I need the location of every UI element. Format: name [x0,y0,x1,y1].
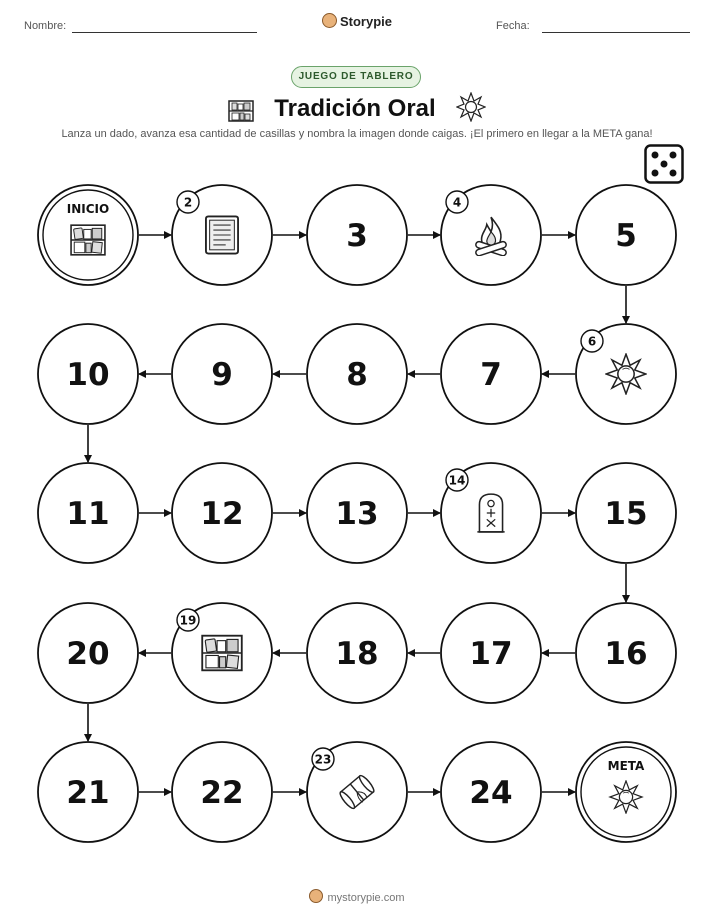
space-number: 18 [335,636,379,672]
board-space[interactable] [38,742,138,842]
instructions: Lanza un dado, avanza esa cantidad de casillas y nombra la imagen donde caigas. ¡El primero en llegar a la META gana! [61,128,653,140]
space-number: 12 [200,496,244,532]
space-number: 10 [66,357,110,393]
space-number: 24 [469,775,513,811]
board-space[interactable] [172,185,272,285]
board-space[interactable] [441,603,541,703]
board-space[interactable] [576,463,676,563]
date-label: Fecha: [496,20,530,32]
space-number: 23 [314,752,332,767]
start-space[interactable] [38,185,138,285]
space-number: 17 [469,636,513,672]
board-space[interactable] [307,742,407,842]
space-number: 13 [335,496,379,532]
bookshelf-icon [71,225,105,255]
board-space[interactable] [576,603,676,703]
title-text: Tradición Oral [274,95,436,122]
category-badge: JUEGO DE TABLERO [291,66,421,88]
tombstone-icon [477,494,504,532]
space-number: 2 [183,195,193,210]
board-space[interactable] [441,324,541,424]
space-number: 14 [448,473,466,488]
finish-space[interactable] [576,742,676,842]
space-number: 19 [179,613,197,628]
space-number: 9 [211,357,233,393]
space-number: 4 [452,195,462,210]
space-number: 8 [346,357,368,393]
board-space[interactable] [38,463,138,563]
space-number: 5 [615,218,637,254]
board-space[interactable] [38,603,138,703]
board-spaces [38,185,676,842]
space-number: 15 [604,496,648,532]
board-space[interactable] [307,463,407,563]
space-number: 6 [587,334,597,349]
space-number: 11 [66,496,110,532]
board-space[interactable] [172,463,272,563]
board-space[interactable] [576,185,676,285]
board-space[interactable] [441,463,541,563]
board-space[interactable] [441,185,541,285]
bear-logo-icon [309,889,323,903]
footer [0,889,714,904]
board-space[interactable] [307,324,407,424]
sun-icon [606,354,646,394]
space-number: 21 [66,775,110,811]
board-space[interactable] [172,742,272,842]
board-space[interactable] [38,324,138,424]
bookshelf-icon [202,636,242,671]
board-space[interactable] [307,603,407,703]
space-number: 7 [480,357,502,393]
board-space[interactable] [441,742,541,842]
board-space[interactable] [172,603,272,703]
space-label: INICIO [66,202,110,216]
board-space[interactable] [307,185,407,285]
name-label: Nombre: [24,20,67,32]
space-number: 22 [200,775,244,811]
space-number: 16 [604,636,648,672]
space-number: 3 [346,218,368,254]
footer-url: mystorypie.com [327,892,405,904]
scroll-paper-icon [206,216,238,253]
board-space[interactable] [576,324,676,424]
brand-name: Storypie [339,14,392,29]
space-number: 20 [66,636,110,672]
board-space[interactable] [172,324,272,424]
space-label: META [607,759,645,773]
sun-icon [610,781,642,813]
